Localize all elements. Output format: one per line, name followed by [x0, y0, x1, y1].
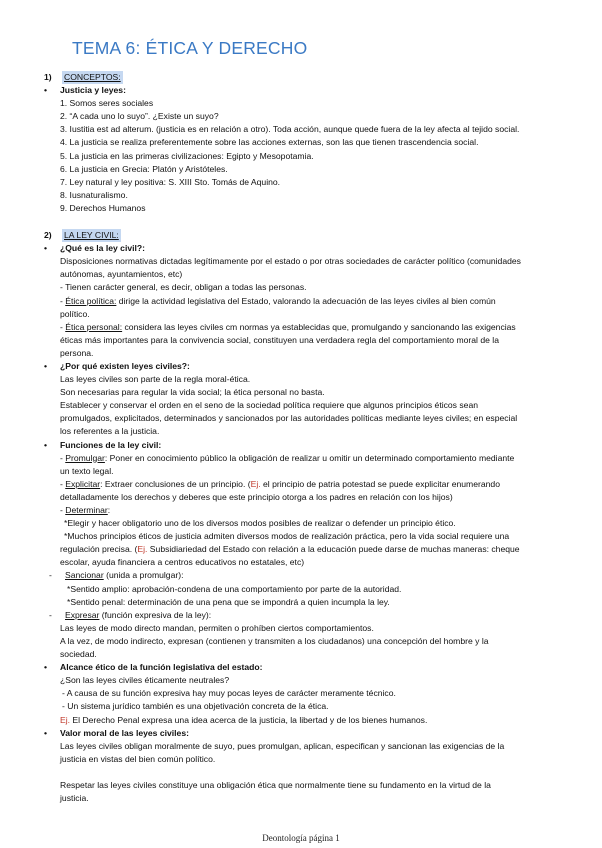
text-line: éticas más importantes para la convivencia social, constituyen una verdadera regla del comportamiento moral de la	[60, 334, 499, 345]
dash: -	[60, 452, 66, 463]
text-line: sociedad.	[60, 649, 97, 660]
dash: -	[60, 321, 66, 332]
text-line	[60, 543, 592, 556]
text-line: un texto legal.	[60, 465, 114, 476]
text-line	[60, 452, 592, 465]
text-line: persona.	[60, 347, 94, 358]
text-line: detalladamente los derechos y deberes que este principio otorga a los padres en relación con los hijos)	[60, 491, 453, 502]
bullet-item	[44, 84, 592, 97]
text-line: *Muchos principios éticos de justicia admiten diversos modos de realización práctica, pero la vida social requiere una	[64, 531, 510, 542]
paragraph	[44, 674, 592, 726]
bullet-title: Alcance ético de la función legislativa del estado:	[60, 662, 263, 673]
text-line: Las leyes civiles son parte de la regla moral-ética.	[60, 374, 251, 385]
dash-item	[49, 609, 592, 622]
concept-list	[44, 97, 592, 215]
text-line: - Un sistema jurídico también es una objetivación concreta de la ética.	[62, 701, 329, 712]
dash-mark: -	[49, 609, 52, 620]
text: (unida a promulgar):	[103, 570, 184, 581]
text: dirige la actividad legislativa del Estado, valorando la adecuación de las leyes civiles al bien común	[116, 295, 496, 306]
section-2-heading	[44, 229, 592, 242]
page-footer: Deontología página 1	[262, 833, 340, 843]
text-line: *Sentido penal: determinación de una pena que se impondrá a quien incumpla la ley.	[67, 596, 390, 607]
section-title: CONCEPTOS:	[62, 71, 123, 84]
text-line: A la vez, de modo indirecto, expresan (contienen y transmiten a los ciudadanos) una concepción del hombre y la	[60, 635, 489, 646]
bullet-icon: •	[44, 439, 48, 450]
text-line: autónomas, ayuntamientos, etc)	[60, 269, 183, 280]
text-line: justicia.	[60, 792, 89, 803]
bullet-item	[44, 727, 592, 740]
text-line: promulgados, explicitados, determinados y sancionados por las autoridades políticas mediante leyes civiles; en especial	[60, 413, 518, 424]
dash: -	[60, 478, 66, 489]
term: Ética personal:	[65, 321, 123, 332]
text: (función expresiva de la ley):	[99, 609, 212, 620]
list-item: 6. La justicia en Grecia: Platón y Aristóteles.	[60, 163, 228, 174]
spacer	[60, 766, 592, 779]
paragraph	[44, 373, 592, 438]
bullet-item	[44, 242, 592, 255]
paragraph	[44, 622, 592, 661]
text-line: Disposiciones normativas dictadas legítimamente por el estado o por otras sociedades de carácter político (comunidades	[60, 256, 521, 267]
text-line	[60, 321, 592, 334]
bullet-icon: •	[44, 360, 48, 371]
paragraph	[44, 255, 592, 360]
paragraph	[44, 583, 592, 609]
bullet-title: Funciones de la ley civil:	[60, 439, 162, 450]
spacer	[44, 215, 592, 228]
bullet-item	[44, 360, 592, 373]
text-line: Establecer y conservar el orden en el seno de la sociedad política requiere que algunos principios éticos sean	[60, 400, 479, 411]
example-label: Ej.	[60, 714, 71, 725]
bullet-icon: •	[44, 243, 48, 254]
example-label: Ej.	[250, 478, 261, 489]
text: Subsidiariedad del Estado con relación a la educación puede darse de muchas maneras: cheque	[147, 544, 520, 555]
text: el principio de patria potestad se puede explicitar enumerando	[260, 478, 500, 489]
bullet-title: ¿Qué es la ley civil?:	[60, 243, 146, 254]
section-number: 2)	[44, 230, 52, 241]
term: Promulgar	[65, 452, 105, 463]
list-item: 7. Ley natural y ley positiva: S. XIII Sto. Tomás de Aquino.	[60, 176, 281, 187]
section-title: LA LEY CIVIL:	[62, 229, 121, 242]
text-line: Las leyes civiles obligan moralmente de suyo, pues promulgan, aplican, especifican y sancionan las exigencias de la	[60, 740, 505, 751]
paragraph	[44, 740, 592, 805]
term: Ética política:	[65, 295, 117, 306]
text: El Derecho Penal expresa una idea acerca de la justicia, la libertad y de los bienes humanos.	[70, 714, 428, 725]
term: Explicitar	[65, 478, 101, 489]
text: considera las leyes civiles cm normas ya establecidas que, promulgando y sancionando las exigencias	[122, 321, 516, 332]
text-line: - Tienen carácter general, es decir, obligan a todas las personas.	[60, 282, 307, 293]
text-line: *Elegir y hacer obligatorio uno de los diversos modos posibles de realizar o defender un principio ético.	[64, 518, 456, 529]
dash-item	[49, 569, 592, 582]
dash: -	[60, 505, 66, 515]
bullet-icon: •	[44, 662, 48, 673]
text: :	[107, 505, 111, 515]
text-line	[60, 295, 592, 308]
text-line	[60, 714, 592, 727]
text-line	[60, 478, 592, 491]
term: Sancionar	[65, 570, 104, 581]
bullet-item	[44, 439, 592, 452]
text-line: - A causa de su función expresiva hay muy pocas leyes de carácter meramente técnico.	[62, 688, 396, 699]
text-line	[60, 504, 592, 517]
bullet-icon: •	[44, 727, 48, 738]
bullet-title: Justicia y leyes:	[60, 85, 126, 96]
list-item: 8. Iusnaturalismo.	[60, 189, 128, 200]
paragraph	[44, 452, 592, 570]
text-line: Las leyes de modo directo mandan, permiten o prohíben ciertos comportamientos.	[60, 622, 374, 633]
page-title: TEMA 6: ÉTICA Y DERECHO	[72, 38, 308, 58]
text: : Extraer conclusiones de un principio. (	[100, 478, 251, 489]
dash-mark: -	[49, 570, 52, 581]
bullet-icon: •	[44, 85, 48, 96]
example-label: Ej.	[137, 544, 148, 555]
term: Determinar	[65, 505, 108, 515]
text-line: escolar, ayuda financiera a centros educativos no estatales, etc)	[60, 557, 305, 568]
list-item: 5. La justicia en las primeras civilizaciones: Egipto y Mesopotamia.	[60, 150, 314, 161]
text: regulación precisa. (	[60, 544, 138, 555]
text-line: los referentes a la justicia.	[60, 426, 160, 437]
text-line: justicia en vistas del bien común político.	[60, 753, 216, 764]
text: : Poner en conocimiento público la obligación de realizar u omitir un determinado comportamiento mediante	[104, 452, 515, 463]
bullet-item	[44, 661, 592, 674]
text-line: Son necesarias para regular la vida social; la ética personal no basta.	[60, 387, 325, 398]
section-1-heading	[44, 71, 592, 84]
term: Expresar	[65, 609, 100, 620]
section-number: 1)	[44, 72, 52, 82]
bullet-title: Valor moral de las leyes civiles:	[60, 727, 189, 738]
text-line: *Sentido amplio: aprobación-condena de una comportamiento por parte de la autoridad.	[67, 583, 402, 594]
bullet-title: ¿Por qué existen leyes civiles?:	[60, 360, 190, 371]
list-item: 4. La justicia se realiza preferentemente sobre las acciones externas, son las que tienen trascendencia social.	[60, 137, 479, 148]
list-item: 1. Somos seres sociales	[60, 98, 154, 109]
list-item: 2. “A cada uno lo suyo”. ¿Existe un suyo?	[60, 111, 219, 122]
dash: -	[60, 295, 66, 306]
text-line: Respetar las leyes civiles constituye una obligación ética que normalmente tiene su fundamento en la virtud de la	[60, 779, 491, 790]
text-line: ¿Son las leyes civiles éticamente neutrales?	[60, 675, 230, 686]
list-item: 3. Iustitia est ad alterum. (justicia es en relación a otro). Toda acción, aunque quede fuera de la ley afecta al tejido social.	[60, 124, 520, 135]
document-body	[44, 70, 592, 805]
text-line: político.	[60, 308, 90, 319]
list-item: 9. Derechos Humanos	[60, 202, 146, 213]
